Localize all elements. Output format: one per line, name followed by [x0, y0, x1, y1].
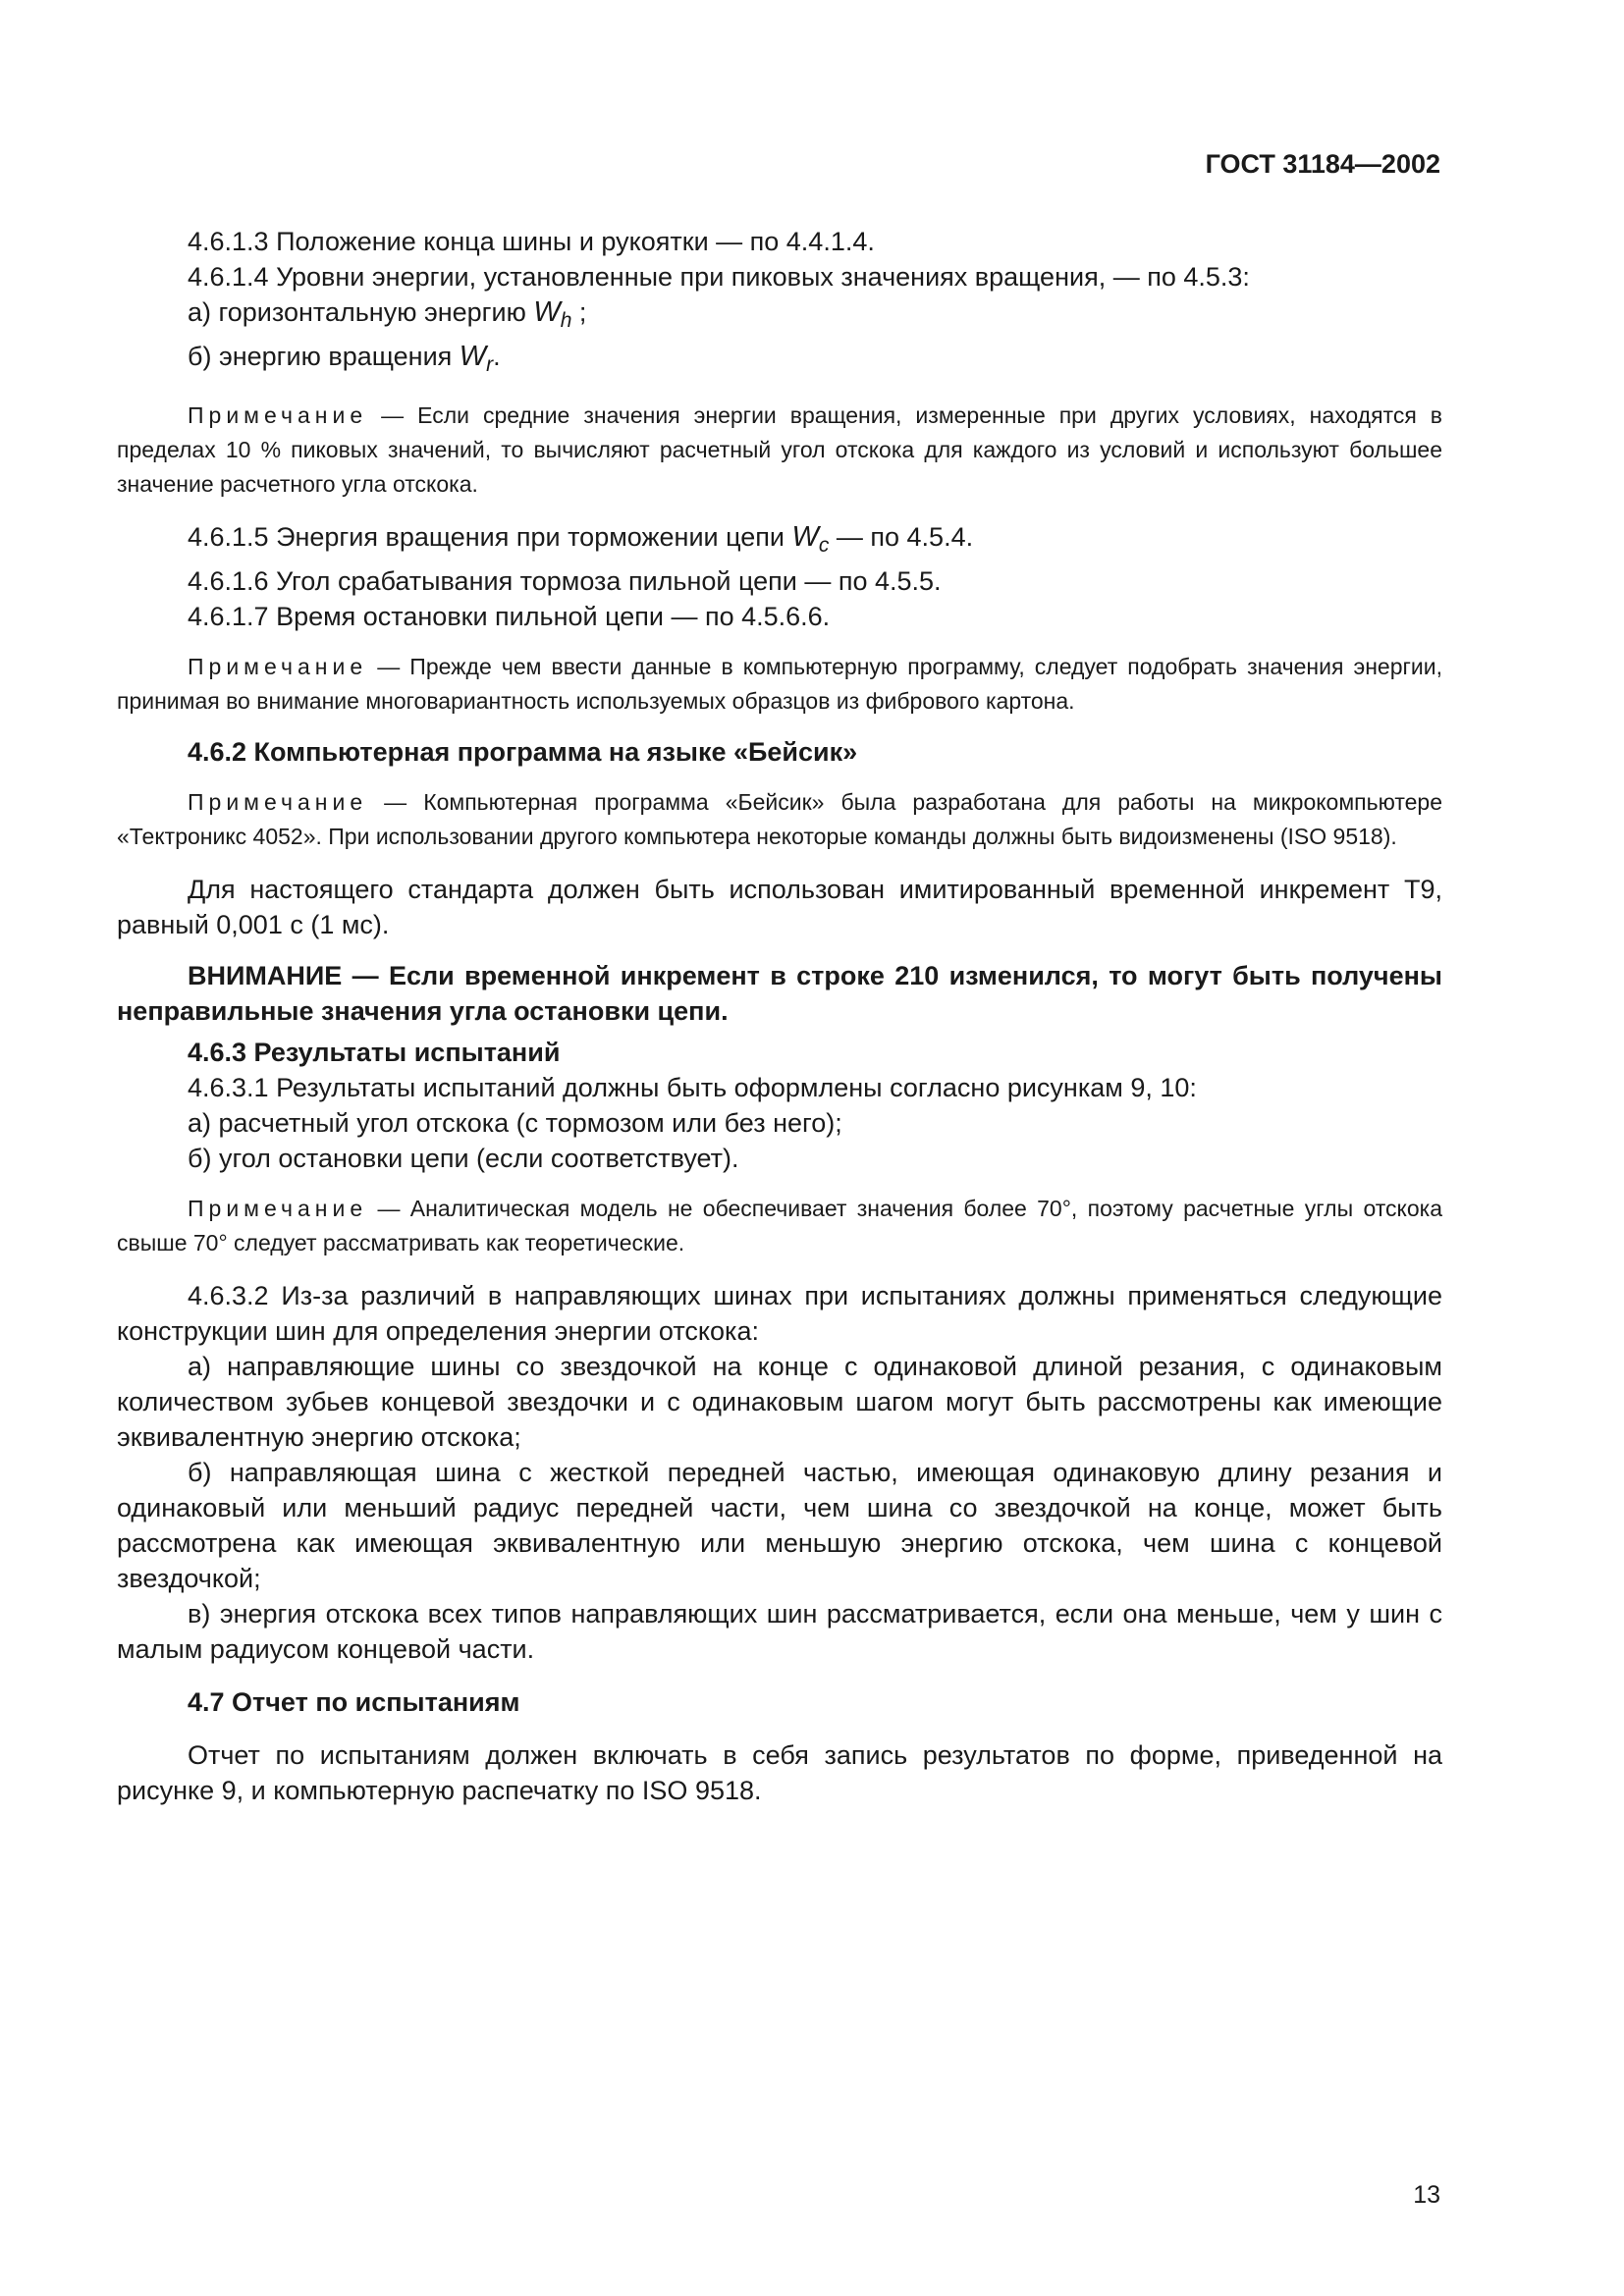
clause-suffix: — по 4.5.4.	[829, 522, 974, 552]
paragraph-time-increment: Для настоящего стандарта должен быть использован имитированный временной инкремент Т9, равный 0,001 с (1 мс).	[117, 875, 1442, 939]
variable-subscript: c	[818, 534, 830, 557]
note-2	[117, 650, 1442, 719]
paragraph-test-report: Отчет по испытаниям должен включать в себя запись результатов по форме, приведенной на рисунке 9, и компьютерную распечатку по ISO 9518.	[117, 1740, 1442, 1805]
variable-subscript: h	[560, 309, 572, 332]
list-item-chain-stop-angle: б) угол остановки цепи (если соответствует).	[188, 1144, 739, 1173]
clause-4-6-1-6: 4.6.1.6 Угол срабатывания тормоза пильной цепи — по 4.5.5.	[188, 566, 942, 596]
note-text: — Аналитическая модель не обеспечивает значения более 70°, поэтому расчетные углы отскока свыше 70° следует рассматривать как теоретические.	[117, 1196, 1442, 1255]
note-label: Примечание	[188, 789, 368, 815]
section-heading-4-7: 4.7 Отчет по испытаниям	[188, 1687, 520, 1717]
page-content	[117, 224, 1442, 1808]
note-label: Примечание	[188, 1196, 368, 1221]
clause-4-6-1-5	[117, 519, 1442, 563]
page-number: 13	[1413, 2181, 1440, 2209]
note-text: — Прежде чем ввести данные в компьютерную программу, следует подобрать значения энергии, принимая во внимание многовариантность используемых образцов из фибрового картона.	[117, 654, 1442, 714]
list-item-hard-nose-bar: б) направляющая шина с жесткой передней частью, имеющая одинаковую длину резания и одинаковый или меньший радиус передней части, чем шина со звездочкой на конце, может быть рассмотрена как имеющая эквивалентную или меньшую энергию отскока, чем шина с концевой звездочкой;	[117, 1458, 1442, 1593]
clause-4-6-1-7: 4.6.1.7 Время остановки пильной цепи — по 4.5.6.6.	[188, 602, 831, 631]
list-item-kickback-angle: а) расчетный угол отскока (с тормозом или без него);	[188, 1108, 842, 1138]
list-item-all-bar-types: в) энергия отскока всех типов направляющих шин рассматривается, если она меньше, чем у шин с малым радиусом концевой части.	[117, 1599, 1442, 1664]
list-item-rotation-energy	[117, 339, 1442, 383]
item-text: а) горизонтальную энергию	[188, 297, 534, 327]
list-item-horizontal-energy	[117, 294, 1442, 339]
section-heading-4-6-2: 4.6.2 Компьютерная программа на языке «Бейсик»	[188, 737, 858, 767]
note-label: Примечание	[188, 654, 368, 679]
note-text: — Если средние значения энергии вращения, измеренные при других условиях, находятся в пределах 10 % пиковых значений, то вычисляют расчетный угол отскока для каждого из условий и используют большее значение расчетного угла отскока.	[117, 402, 1442, 497]
section-heading-4-6-3: 4.6.3 Результаты испытаний	[188, 1038, 561, 1067]
note-4	[117, 1192, 1442, 1260]
variable-symbol: W	[533, 296, 561, 328]
variable-symbol: W	[459, 341, 487, 372]
note-3	[117, 785, 1442, 854]
note-1	[117, 399, 1442, 502]
item-suffix: ;	[571, 297, 587, 327]
clause-4-6-1-4: 4.6.1.4 Уровни энергии, установленные при пиковых значениях вращения, — по 4.5.3:	[188, 262, 1250, 292]
item-suffix: .	[493, 342, 501, 371]
clause-4-6-3-2: 4.6.3.2 Из-за различий в направляющих шинах при испытаниях должны применяться следующие конструкции шин для определения энергии отскока:	[117, 1281, 1442, 1346]
item-text: б) энергию вращения	[188, 342, 460, 371]
clause-4-6-1-3: 4.6.1.3 Положение конца шины и рукоятки — по 4.4.1.4.	[188, 227, 875, 256]
warning-paragraph: ВНИМАНИЕ — Если временной инкремент в строке 210 изменился, то могут быть получены неправильные значения угла остановки цепи.	[117, 961, 1442, 1026]
list-item-sprocket-bars: а) направляющие шины со звездочкой на конце с одинаковой длиной резания, с одинаковым количеством зубьев концевой звездочки и с одинаковым шагом могут быть рассмотрены как имеющие эквивалентную энергию отскока;	[117, 1352, 1442, 1452]
variable-symbol: W	[791, 521, 819, 553]
variable-subscript: r	[486, 353, 494, 376]
document-header: ГОСТ 31184—2002	[1205, 149, 1440, 179]
clause-4-6-3-1: 4.6.3.1 Результаты испытаний должны быть оформлены согласно рисункам 9, 10:	[188, 1073, 1197, 1102]
clause-text: 4.6.1.5 Энергия вращения при торможении цепи	[188, 522, 792, 552]
note-text: — Компьютерная программа «Бейсик» была разработана для работы на микрокомпьютере «Тектроникс 4052». При использовании другого компьютера некоторые команды должны быть видоизменены (ISO 9518).	[117, 789, 1442, 849]
note-label: Примечание	[188, 402, 368, 428]
